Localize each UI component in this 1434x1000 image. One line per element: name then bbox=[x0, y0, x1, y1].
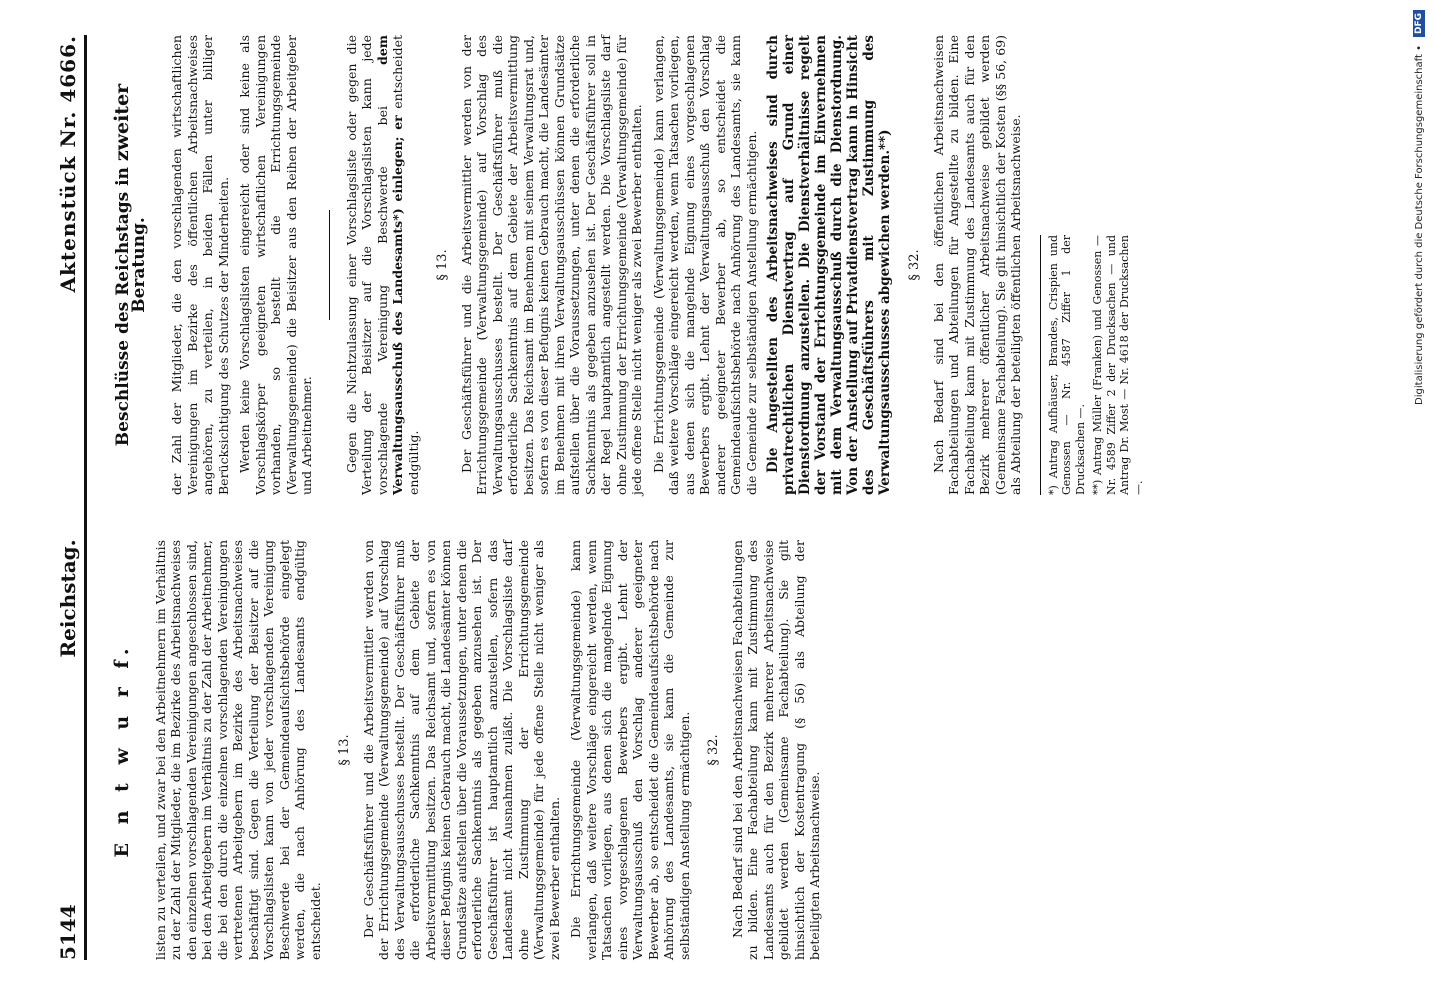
digitization-text: Digitalisierung gefördert durch die Deutsche Forschungsgemeinschaft • bbox=[1413, 45, 1425, 405]
resolutions-column bbox=[111, 35, 1149, 495]
draft-column bbox=[111, 540, 829, 960]
draft-paragraph: Nach Bedarf sind bei den Arbeitsnachweisen Fachabteilungen zu bilden. Eine Fachabteilung kann mit Zustimmung des Landesamts auch für den Bezirk mehrerer Arbeitsnachweise gebildet werden (Gemeinsame Fachabteilung). Sie gilt hinsichtlich der Kostentragung (§ 56) als Abteilung der beteiligten Arbeitsnachweise. bbox=[729, 540, 822, 960]
document-reference: Aktenstück Nr. 4666. bbox=[56, 35, 80, 293]
draft-paragraph: Die Errichtungsgemeinde (Verwaltungsgemeinde) kann verlangen, daß weitere Vorschläge eingereicht werden, wenn Tatsachen vorliegen, aus denen sich die mangelnde Eignung eines vorgeschlagenen Bewerbers ergibt. Lehnt der Verwaltungsausschuß den Vorschlag anderer geeigneter Bewerber ab, so entscheidet die Gemeindeaufsichtsbehörde nach Anhörung des Landesamts, sie kann die Gemeinde zur selbständigen Anstellung ermächtigen. bbox=[568, 540, 692, 960]
resolution-paragraph: Nach Bedarf sind bei den öffentlichen Arbeitsnachweisen Fachabteilungen und Abteilungen für Angestellte zu bilden. Eine Fachabteilung kann mit Zustimmung des Landesamts auch für den Bezirk mehrerer öffentlicher Arbeitsnachweise gebildet werden (Gemeinsame Fachabteilung). Sie gilt hinsichtlich der Kosten (§§ 56, 69) als Abteilung der beteiligten öffentlichen Arbeitsnachweise. bbox=[930, 35, 1023, 495]
footnote: **) Antrag Müller (Franken) und Genossen — Nr. 4589 Ziffer 2 der Drucksachen — und Antrag Dr. Most — Nr. 4618 der Drucksachen —. bbox=[1091, 235, 1145, 495]
resolution-paragraph: Der Geschäftsführer und die Arbeitsvermittler werden von der Errichtungsgemeinde (Verwaltungsgemeinde) auf Vorschlag des Verwaltungsausschusses bestellt. Der Geschäftsführer muß die erforderliche Sachkenntnis auf dem Gebiete der Arbeitsvermittlung besitzen. Das Reichsamt im Benehmen mit seinem Verwaltungsrat und, sofern es von dieser Befugnis keinen Gebrauch macht, die Landesämter im Benehmen mit ihren Verwaltungsausschüssen können Grundsätze aufstellen über die Voraussetzungen, unter denen die erforderliche Sachkenntnis als gegeben anzusehen ist. Der Geschäftsführer soll in der Regel hauptamtlich angestellt werden. Die Vorschlagsliste darf ohne Zustimmung der Errichtungsgemeinde (Verwaltungsgemeinde) für jede offene Stelle nicht weniger als zwei Bewerber enthalten. bbox=[458, 35, 644, 495]
amendment-paragraph: Die Angestellten des Arbeitsnachweises sind durch privatrechtlichen Dienstvertrag auf Grund einer Dienstordnung anzustellen. Die Dienstverhältnisse regelt der Vorstand der Errichtungsgemeinde im Einvernehmen mit dem Verwaltungsausschuß durch die Dienstordnung. Von der Anstellung auf Privatdienstvertrag kann in Hinsicht des Geschäftsführers mit Zustimmung des Verwaltungsausschusses abgewichen werden.**) bbox=[765, 35, 893, 495]
divider-rule bbox=[329, 210, 330, 320]
section-heading-13: § 13. bbox=[435, 249, 450, 281]
footnote: *) Antrag Aufhäuser, Brandes, Crispien und Genossen — Nr. 4587 Ziffer 1 der Drucksachen —. bbox=[1046, 235, 1087, 495]
resolutions-title: Beschlüsse des Reichstags in zweiter Beratung. bbox=[111, 83, 149, 447]
page-number: 5144 bbox=[56, 904, 80, 960]
footnotes bbox=[1040, 235, 1146, 495]
resolution-paragraph: Gegen die Nichtzulassung einer Vorschlagsliste oder gegen die Verteilung der Beisitzer auf die Vorschlagslisten kann jede vorschlagende Vereinigung Beschwerde bei dem Verwaltungsausschuß des Landesamts*) einlegen; er entscheidet endgültig. bbox=[343, 35, 421, 495]
draft-paragraph: listen zu verteilen, und zwar bei den Arbeitnehmern im Verhältnis zu der Zahl der Mitglieder, die im Bezirke des Arbeitsnachweises den einzelnen vorschlagenden Vereinigungen angeschlossen sind, bei den Arbeitgebern im Verhältnis zu der Zahl der Arbeitnehmer, die bei den durch die einzelnen vorschlagenden Vereinigungen vertretenen Arbeitgebern im Bezirke des Arbeitsnachweises beschäftigt sind. Gegen die Verteilung der Beisitzer auf die Vorschlagslisten kann von jeder vorschlagenden Vereinigung Beschwerde bei der Gemeindeaufsichtsbehörde eingelegt werden, die nach Anhörung des Landesamts endgültig entscheidet. bbox=[152, 540, 323, 960]
page-header bbox=[40, 35, 87, 960]
section-heading-32: § 32. bbox=[706, 734, 721, 766]
resolution-paragraph: Die Errichtungsgemeinde (Verwaltungsgemeinde) kann verlangen, daß weitere Vorschläge eingereicht werden, wenn Tatsachen vorliegen, aus denen sich die mangelnde Eignung eines vorgeschlagenen Bewerbers ergibt. Lehnt der Verwaltungsausschuß den Vorschlag anderer geeigneter Bewerber ab, so entscheidet die Gemeindeaufsichtsbehörde nach Anhörung des Landesamts, sie kann die Gemeinde zur selbständigen Anstellung ermächtigen. bbox=[650, 35, 759, 495]
draft-title: E n t w u r f. bbox=[111, 642, 133, 858]
resolution-paragraph: der Zahl der Mitglieder, die den vorschlagenden wirtschaftlichen Vereinigungen im Bezirke des öffentlichen Arbeitsnachweises angehören, zu verteilen, in beiden Fällen unter billiger Berücksichtigung des Schutzes der Minderheiten. bbox=[169, 35, 231, 495]
section-heading-32: § 32. bbox=[907, 249, 922, 281]
resolution-paragraph: Werden keine Vorschlagslisten eingereicht oder sind keine als Vorschlagskörper geeigneten wirtschaftlichen Vereinigungen vorhanden, so bestellt die Errichtungsgemeinde (Verwaltungsgemeinde) die Beisitzer aus den Reihen der Arbeitgeber und Arbeitnehmer. bbox=[237, 35, 314, 495]
institution-name: Reichstag. bbox=[56, 539, 80, 658]
dfg-logo: DFG bbox=[1413, 10, 1425, 37]
section-heading-13: § 13. bbox=[337, 734, 352, 766]
draft-paragraph: Der Geschäftsführer und die Arbeitsvermittler werden von der Errichtungsgemeinde (Verwaltungsgemeinde) auf Vorschlag des Verwaltungsausschusses bestellt. Der Geschäftsführer muß die erforderliche Sachkenntnis auf dem Gebiete der Arbeitsvermittlung besitzen. Das Reichsamt und, sofern es von dieser Befugnis keinen Gebrauch macht, die Landesämter können Grundsätze aufstellen über die Voraussetzungen, unter denen die erforderliche Sachkenntnis als gegeben anzusehen ist. Der Geschäftsführer ist hauptamtlich anzustellen, sofern das Landesamt nicht Ausnahmen zuläßt. Die Vorschlagsliste darf ohne Zustimmung der Errichtungsgemeinde (Verwaltungsgemeinde) für jede offene Stelle nicht weniger als zwei Bewerber enthalten. bbox=[360, 540, 562, 960]
digitization-note bbox=[1408, 10, 1430, 990]
